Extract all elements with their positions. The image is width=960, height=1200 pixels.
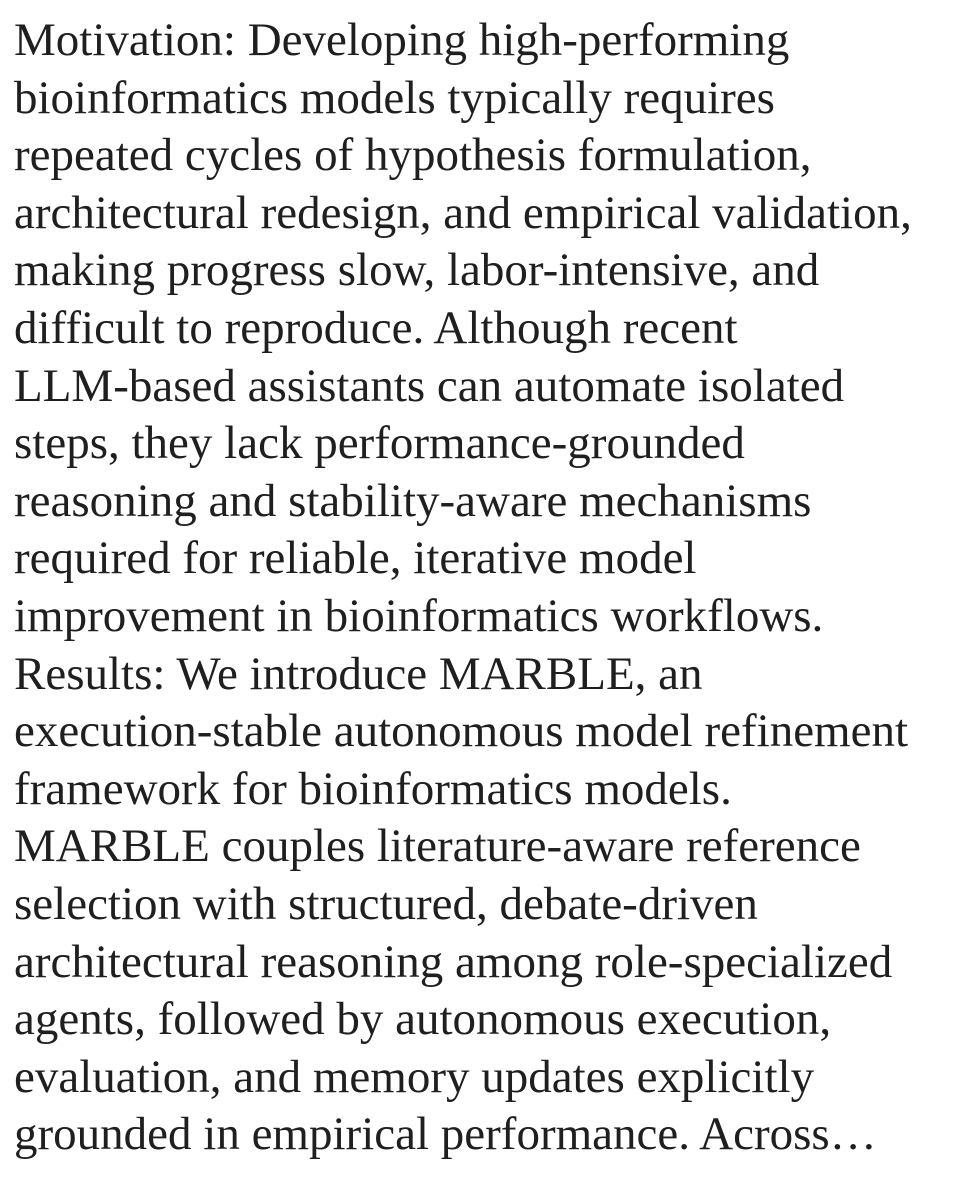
abstract-line-12: Results: We introduce MARBLE, an [14,647,703,700]
abstract-line-13: execution-stable autonomous model refinement [14,705,909,758]
abstract-line-16: selection with structured, debate-driven [14,877,758,930]
abstract-line-18: agents, followed by autonomous execution, [14,993,832,1046]
abstract-line-8: steps, they lack performance-grounded [14,417,745,470]
abstract-line-6: difficult to reproduce. Although recent [14,301,738,354]
abstract-line-9: reasoning and stability-aware mechanisms [14,474,812,527]
abstract-line-10: required for reliable, iterative model [14,532,697,585]
abstract-text [14,12,954,1164]
abstract-line-4: architectural redesign, and empirical validation, [14,186,912,239]
abstract-line-2: bioinformatics models typically requires [14,71,775,124]
abstract-line-7: LLM-based assistants can automate isolated [14,359,845,412]
abstract-line-1: Motivation: Developing high-performing [14,14,790,66]
abstract-line-14: framework for bioinformatics models. [14,762,732,815]
abstract-line-3: repeated cycles of hypothesis formulation, [14,129,812,182]
abstract-line-20: grounded in empirical performance. Across… [14,1108,877,1161]
abstract-line-19: evaluation, and memory updates explicitly [14,1050,815,1103]
abstract-line-11: improvement in bioinformatics workflows. [14,589,824,642]
abstract-line-17: architectural reasoning among role-specialized [14,935,893,988]
abstract-line-15: MARBLE couples literature-aware reference [14,820,861,873]
abstract-line-5: making progress slow, labor-intensive, and [14,244,820,297]
